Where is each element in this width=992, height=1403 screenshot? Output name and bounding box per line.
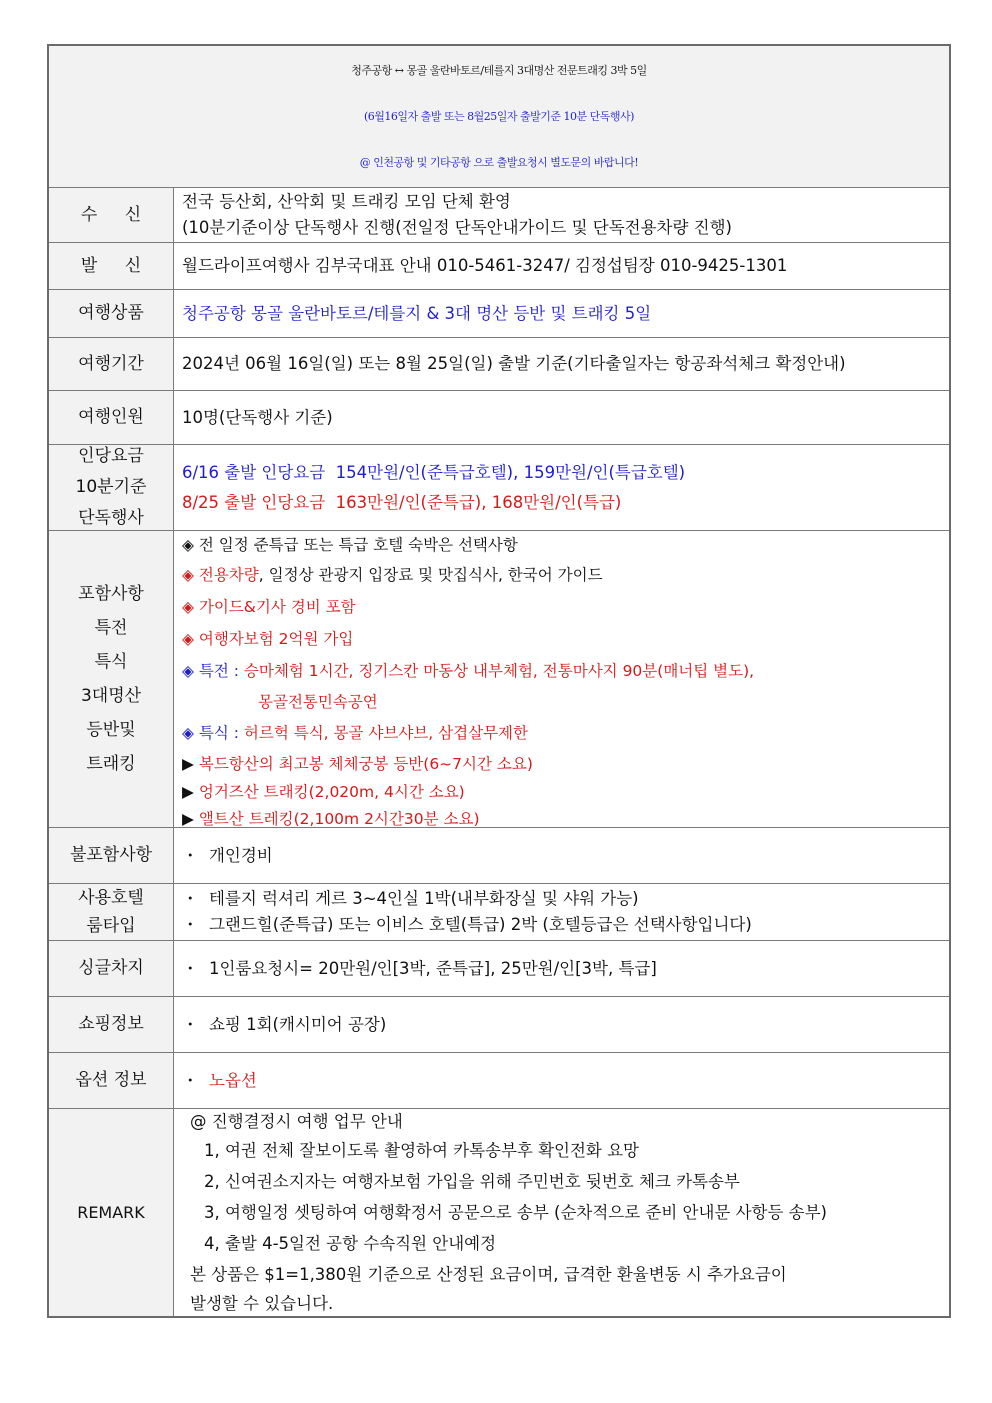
label-price-line-2: 10분기준 (75, 477, 147, 497)
content-shopping (174, 997, 949, 1052)
label-sender: 발 신 (49, 243, 174, 289)
content-price (174, 445, 949, 530)
label-price-line-1: 인당요금 (78, 446, 144, 466)
label-included-line-1: 포함사항 (78, 584, 144, 604)
label-included-line-5: 등반및 (86, 720, 136, 740)
travel-notice-document (47, 44, 951, 1318)
arrow-right-icon: ▶ (182, 810, 194, 828)
included-insurance-text: 여행자보험 2억원 가입 (198, 630, 354, 648)
content-sender (174, 243, 949, 289)
period-text: 2024년 06월 16일(일) 또는 8월 25일(일) 출발 기준(기타출일자는 항공좌석체크 확정안내) (182, 354, 846, 373)
label-included-line-2: 특전 (94, 618, 128, 638)
arrow-right-icon: ▶ (182, 755, 194, 773)
hotel-ger: ・ 테를지 럭셔리 게르 3~4인실 1박(내부화장실 및 샤워 가능) (182, 889, 639, 908)
product-name: 청주공항 몽골 울란바토르/테를지 & 3대 명산 등반 및 트래킹 5일 (182, 303, 652, 323)
row-single (49, 941, 949, 997)
row-hotel (49, 884, 949, 941)
diamond-marker-icon: ◈ (182, 724, 194, 742)
diamond-marker-icon: ◈ (182, 598, 194, 616)
title-header (49, 46, 949, 188)
row-shopping (49, 997, 949, 1053)
people-text: 10명(단독행사 기준) (182, 407, 333, 427)
hike-bogd-name: 복드항산의 최고봉 체체궁봉 등반 (198, 755, 424, 773)
label-hotel (49, 884, 174, 940)
special-meal-text: 허르헉 특식, 몽골 샤브샤브, 삼겹살무제한 (243, 724, 528, 742)
hike-eltsu-name: 앨트산 트레킹 (198, 810, 294, 828)
hike-eltsu-detail: (2,100m 2시간30분 소요) (293, 810, 480, 828)
included-hike-ongoz (182, 779, 941, 805)
label-remark: REMARK (49, 1109, 174, 1316)
diamond-marker-icon: ◈ (182, 630, 194, 648)
label-included-line-4: 3대명산 (80, 686, 142, 706)
hike-ongoz-detail: (2,020m, 4시간 소요) (308, 783, 465, 801)
row-people (49, 391, 949, 445)
recipient-line-2: (10분기준이상 단독행사 진행(전일정 단독안내가이드 및 단독전용차량 진행) (182, 218, 732, 237)
row-excluded (49, 828, 949, 884)
label-recipient: 수 신 (49, 188, 174, 242)
title-line-route: 청주공항 ↔ 몽골 울란바토르/테를지 3대명산 전문트래킹 3박 5일 (351, 64, 647, 77)
label-excluded: 불포함사항 (49, 828, 174, 883)
hike-bogd-detail: (6~7시간 소요) (423, 755, 533, 773)
price-august: 8/25 출발 인당요금 163만원/인(준특급), 168만원/인(특급) (182, 492, 622, 512)
hotel-city: ・ 그랜드힐(준특급) 또는 이비스 호텔(특급) 2박 (호텔등급은 선택사항입니다) (182, 915, 752, 934)
included-benefit-continued: 몽골전통민속공연 (258, 693, 378, 711)
label-price-line-3: 단독행사 (78, 508, 144, 528)
remark-step-2: 2, 신여권소지자는 여행자보험 가입을 위해 주민번호 뒷번호 체크 카톡송부 (204, 1172, 740, 1191)
label-included (49, 531, 174, 827)
remark-exchange-note: 본 상품은 $1=1,380원 기준으로 산정된 요금이며, 급격한 환율변동 시 추가요금이 (190, 1265, 787, 1284)
content-hotel (174, 884, 949, 940)
label-shopping: 쇼핑정보 (49, 997, 174, 1052)
row-price (49, 445, 949, 531)
label-people: 여행인원 (49, 391, 174, 444)
included-vehicle-text: , 일정상 관광지 입장료 및 맛집식사, 한국어 가이드 (258, 566, 603, 584)
label-period: 여행기간 (49, 338, 174, 390)
content-single (174, 941, 949, 996)
label-single: 싱글차지 (49, 941, 174, 996)
label-included-line-6: 트래킹 (86, 754, 136, 774)
remark-exchange-note-cont: 발생할 수 있습니다. (190, 1294, 334, 1313)
option-line (182, 1066, 941, 1096)
sender-contact: 월드라이프여행사 김부국대표 안내 010-5461-3247/ 김정섭팀장 010-9425-1301 (182, 256, 788, 275)
remark-step-3: 3, 여행일정 셋팅하여 여행확정서 공문으로 송부 (순차적으로 준비 안내문 사항등 송부) (204, 1203, 827, 1222)
benefit-text: 승마체험 1시간, 징기스칸 마동상 내부체험, 전통마사지 90분(매너팁 별도), (243, 662, 755, 680)
row-period (49, 338, 949, 391)
excluded-text: ・ 개인경비 (182, 845, 273, 865)
diamond-marker-icon: ◈ (182, 662, 194, 680)
content-remark (174, 1109, 949, 1316)
price-june: 6/16 출발 인당요금 154만원/인(준특급호텔), 159만원/인(특급호텔) (182, 462, 686, 482)
diamond-marker-icon: ◈ (182, 536, 194, 554)
included-vehicle-highlight: 전용차량 (198, 566, 259, 584)
included-hotel-text: 전 일정 준특급 또는 특급 호텔 숙박은 선택사항 (198, 536, 518, 554)
content-excluded (174, 828, 949, 883)
included-item-special-meal (182, 717, 941, 749)
content-product (174, 290, 949, 337)
single-charge-text: ・ 1인룸요청시= 20만원/인[3박, 준특급], 25만원/인[3박, 특급] (182, 958, 657, 978)
hike-ongoz-name: 엉거즈산 트래킹 (198, 783, 309, 801)
option-value: 노옵션 (209, 1070, 257, 1090)
recipient-line-1: 전국 등산회, 산악회 및 트래킹 모임 단체 환영 (182, 192, 511, 211)
row-sender (49, 243, 949, 290)
included-item-hotel (182, 531, 941, 559)
remark-step-4: 4, 출발 4-5일전 공항 수속직원 안내예정 (204, 1234, 497, 1253)
title-line-departure: (6월16일자 출발 또는 8월25일자 출발기준 10분 단독행사) (364, 110, 634, 123)
label-hotel-line-2: 룸타입 (86, 916, 136, 936)
row-included (49, 531, 949, 828)
title-line-inquiry: @ 인천공항 및 기타공항 으로 출발요청시 별도문의 바랍니다! (359, 156, 639, 169)
included-item-vehicle (182, 559, 941, 591)
row-remark (49, 1109, 949, 1316)
content-included (174, 531, 949, 827)
arrow-right-icon: ▶ (182, 783, 194, 801)
benefit-heading: 특전 : (198, 662, 244, 680)
remark-step-1: 1, 여권 전체 잘보이도록 촬영하여 카톡송부후 확인전화 요망 (204, 1141, 639, 1160)
diamond-marker-icon: ◈ (182, 566, 194, 584)
shopping-text: ・ 쇼핑 1회(캐시미어 공장) (182, 1014, 387, 1034)
row-recipient (49, 188, 949, 243)
content-option (174, 1053, 949, 1108)
label-option: 옵션 정보 (49, 1053, 174, 1108)
label-included-line-3: 특식 (94, 652, 128, 672)
included-item-insurance (182, 623, 941, 655)
label-product: 여행상품 (49, 290, 174, 337)
label-hotel-line-1: 사용호텔 (78, 888, 144, 908)
label-price (49, 445, 174, 530)
content-people (174, 391, 949, 444)
included-item-benefit (182, 655, 941, 687)
content-recipient (174, 188, 949, 242)
included-guide-text: 가이드&기사 경비 포함 (198, 598, 356, 616)
row-option (49, 1053, 949, 1109)
remark-title: @ 진행결정시 여행 업무 안내 (190, 1112, 403, 1131)
option-bullet: ・ (182, 1070, 204, 1090)
special-meal-heading: 특식 : (198, 724, 244, 742)
content-period (174, 338, 949, 390)
row-product (49, 290, 949, 338)
included-item-guide (182, 591, 941, 623)
included-hike-bogd (182, 749, 941, 779)
